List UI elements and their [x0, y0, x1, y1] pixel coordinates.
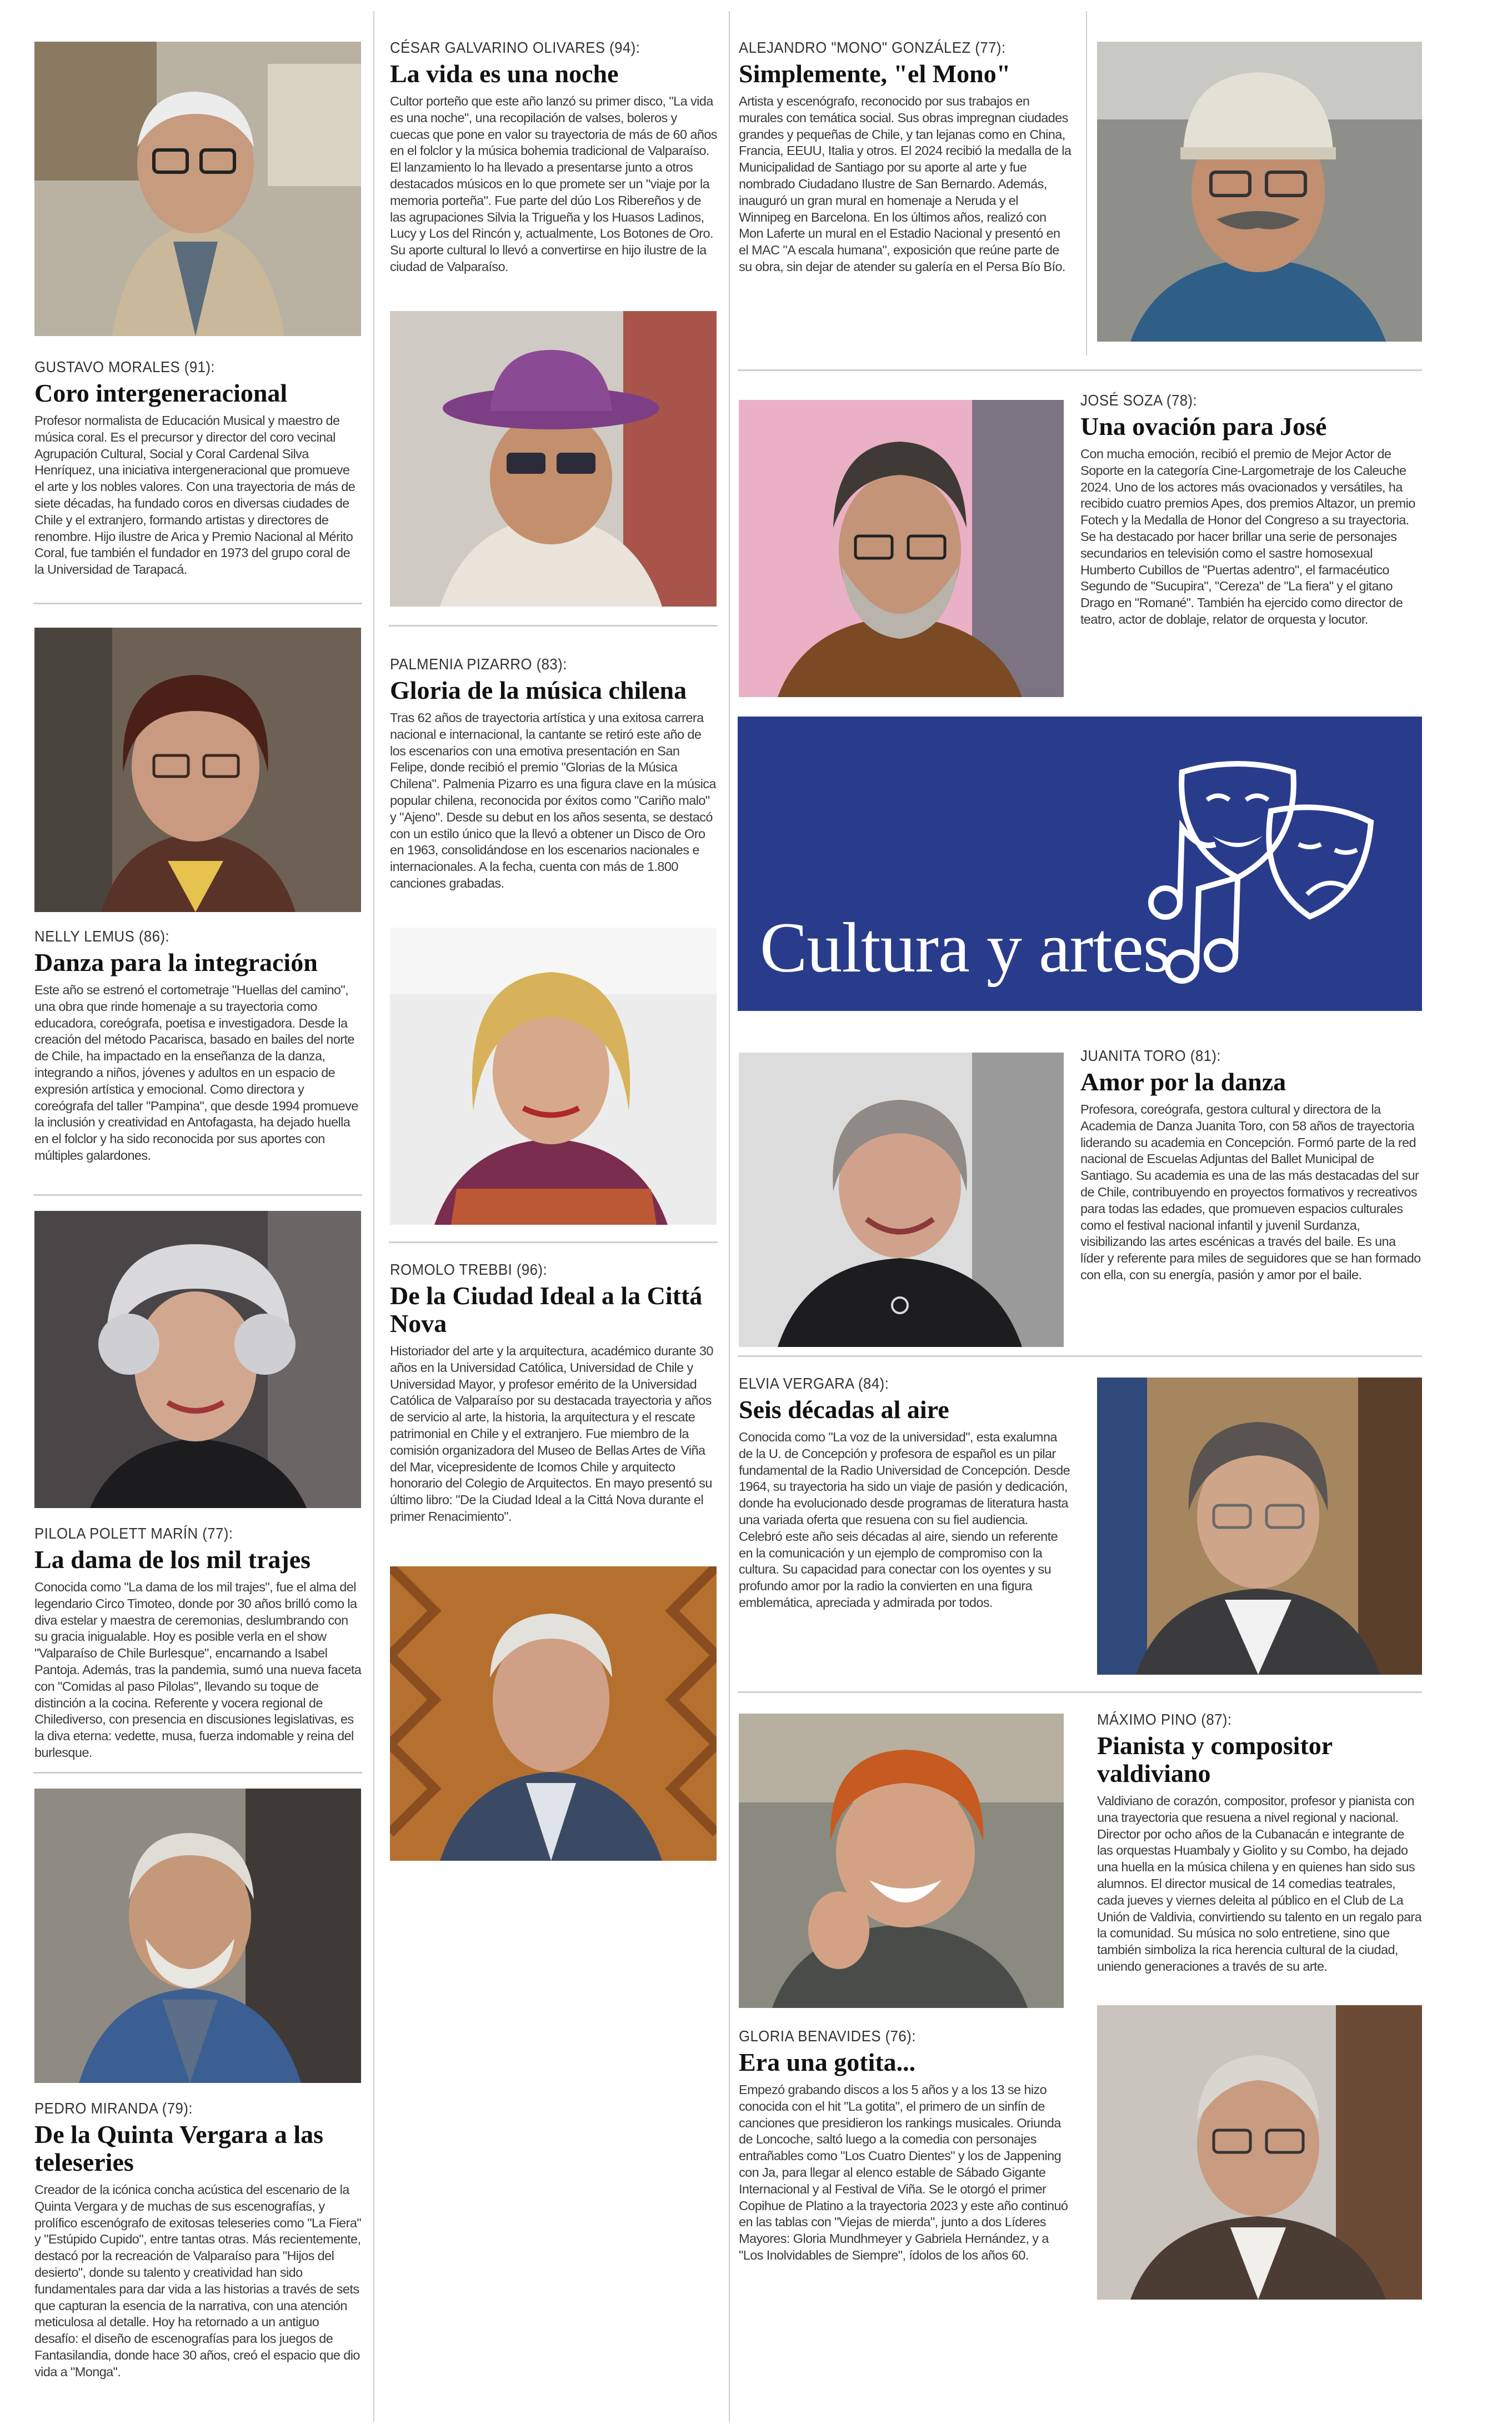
column-rule	[373, 11, 374, 2422]
article-divider	[738, 1355, 1422, 1357]
headline: Una ovación para José	[1080, 412, 1327, 440]
photo-cesar-galvarino-olivares	[390, 311, 717, 607]
photo-pedro-miranda	[34, 1789, 361, 2083]
article-body: Tras 62 años de trayectoria artística y una exitosa carrera nacional e internacional, la cantante se retiró este año de los escenarios con una emotiva presentación en San Felipe, donde recibió el premio "Glorias de la Música Chilena". Palmenia Pizarro es una figura clave en la música popular chilena, reconocida por éxitos como "Cariño malo" y "Ajeno". Desde su debut en los años sesenta, se destacó con un estilo único que la llevó a obtener un Disco de Oro en 1963, consolidándose en los escenarios nacionales e internacionales. A la fecha, cuenta con más de 1.800 canciones grabadas.	[390, 710, 716, 890]
byline: JOSÉ SOZA (78):	[1080, 392, 1198, 409]
article-divider	[738, 1691, 1422, 1693]
article-body: Creador de la icónica concha acústica del escenario de la Quinta Vergara y de muchas de sus escenografías, y prolífico escenógrafo de exitosas teleseries como "La Fiera" y "Estúpido Cupido", entre tantas otras. Más recientemente, destacó por la recreación de Valparaíso para "Hijos del desierto", donde su talento y creatividad han sido fundamentales para dar vida a las historias a través de sets que capturan la esencia de la narrativa, con una atención meticulosa al detalle. Hoy ha retornado a un antiguo desafío: el diseño de escenografías para los juegos de Fantasilandia, donde hace 30 años, creó el espacio que dio vida a "Monga".	[34, 2182, 362, 2379]
photo-palmenia-pizarro	[390, 928, 717, 1225]
article-divider	[33, 1194, 362, 1196]
byline: NELLY LEMUS (86):	[34, 928, 170, 945]
headline: Simplemente, "el Mono"	[739, 59, 1011, 88]
photo-gloria-benavides	[739, 1714, 1064, 2008]
photo-elvia-vergara	[1097, 1378, 1422, 1675]
byline: MÁXIMO PINO (87):	[1097, 1711, 1232, 1728]
photo-pilola-polett	[34, 1211, 361, 1508]
photo-nelly-lemus	[34, 628, 361, 912]
article-divider	[389, 1241, 718, 1243]
byline: ROMOLO TREBBI (96):	[390, 1261, 548, 1278]
headline: Era una gotita...	[739, 2048, 916, 2076]
headline: La dama de los mil trajes	[34, 1545, 311, 1574]
column-rule	[1086, 11, 1087, 355]
headline: Gloria de la música chilena	[390, 676, 687, 704]
article-body: Conocida como "La voz de la universidad", esta exalumna de la U. de Concepción y profesora de español es un pilar fundamental de la Radio Universidad de Concepción. Desde 1964, su trayectoria ha sido un viaje de pasión y dedicación, donde ha evolucionado desde programas de literatura hasta una variada oferta que resuena con su fiel audiencia. Celebró este año seis décadas al aire, siendo un referente en la comunicación y un ejemplo de compromiso con la cultura. Su capacidad para conectar con los oyentes y su profundo amor por la radio la convierten en una figura emblemática, apreciada y admirada por todos.	[739, 1430, 1070, 1610]
article-body: Cultor porteño que este año lanzó su primer disco, "La vida es una noche", una recopilación de valses, boleros y cuecas que pone en valor su trayectoria de más de 60 años en el folclor y la música bohemia tradicional de Valparaíso. El lanzamiento lo ha llevado a presentarse junto a otros destacados músicos en lo que promete ser un "viaje por la memoria porteña". Fue parte del dúo Los Ribereños y de las agrupaciones Silvia la Trigueña y los Huasos Ladinos, Lucy y Los del Rincón y, actualmente, Los Botones de Oro. Su aporte cultural lo llevó a convertirse en hijo ilustre de la ciudad de Valparaíso.	[390, 94, 717, 274]
byline: GUSTAVO MORALES (91):	[34, 358, 216, 375]
article-body: Empezó grabando discos a los 5 años y a los 13 se hizo conocida con el hit "La gotita", el primero de un sinfín de canciones que presidieron los rankings musicales. Oriunda de Loncoche, saltó luego a la comedia con personajes entrañables como "Los Cuatro Dientes" y los de Jappening con Ja, para llegar al elenco estable de Sábado Gigante Internacional y al Festival de Viña. Se le otorgó el primer Copihue de Platino a la trayectoria 2023 y este año continuó en las tablas con "Viejas de mierda", junto a dos Líderes Mayores: Gloria Mundhmeyer y Gabriela Hernández, y a "Los Inolvidables de Siempre", ídolos de los años 60.	[739, 2082, 1068, 2262]
headline: La vida es una noche	[390, 59, 619, 88]
article-divider	[33, 1772, 362, 1774]
photo-gustavo-morales	[34, 42, 361, 336]
photo-romolo-trebbi	[390, 1566, 717, 1861]
headline: De la Quinta Vergara a las teleseries	[34, 2120, 324, 2176]
byline: ALEJANDRO "MONO" GONZÁLEZ (77):	[739, 39, 1006, 56]
section-title: Cultura y artes	[760, 908, 1170, 987]
photo-jose-soza	[739, 400, 1064, 697]
article-body: Este año se estrenó el cortometraje "Huellas del camino", una obra que rinde homenaje a su trayectoria como educadora, coreógrafa, poetisa e investigadora. Desde la creación del método Pacarisca, basado en bailes del norte de Chile, ha impactado en la enseñanza de la danza, integrando a niños, jóvenes y adultos en un espacio de expresión artística y emocional. Como directora y coreógrafa del taller "Pampina", que desde 1994 promueve la inclusión y creatividad en Antofagasta, ha dejado huella en el folclor y ha sido reconocida por sus aportes con múltiples galardones.	[34, 983, 358, 1163]
article-body: Profesor normalista de Educación Musical y maestro de música coral. Es el precursor y director del coro vecinal Agrupación Cultural, Social y Coral Cardenal Silva Henríquez, una iniciativa intergeneracional que promueve el arte y los nobles valores. Con una trayectoria de más de siete décadas, ha fundado coros en diversas ciudades de Chile y el extranjero, formando artistas y directores de renombre. Hijo ilustre de Arica y Premio Nacional al Mérito Coral, fue también el fundador en 1973 del grupo coral de la Universidad de Tarapacá.	[34, 413, 356, 577]
byline: CÉSAR GALVARINO OLIVARES (94):	[390, 39, 640, 56]
column-rule	[729, 11, 730, 2422]
byline: PEDRO MIRANDA (79):	[34, 2100, 193, 2117]
headline: Coro intergeneracional	[34, 379, 288, 407]
article-body: Artista y escenógrafo, reconocido por sus trabajos en murales con temática social. Sus obras impregnan ciudades grandes y pequeñas de Chile, y tan lejanas como en China, Francia, EEUU, Italia y otros. El 2024 recibió la medalla de la Municipalidad de Santiago por su aporte al arte y fue nombrado Ciudadano Ilustre de San Bernardo. Además, inauguró un gran mural en homenaje a Neruda y el Winnipeg en Barcelona. En los últimos años, realizó con Mon Laferte un mural en el Estadio Nacional y presentó en el MAC "A escala humana", exposición que reúne parte de su obra, sin dejar de atender su galería en el Persa Bío Bío.	[739, 94, 1072, 274]
article-divider	[738, 369, 1422, 371]
headline: Amor por la danza	[1080, 1068, 1286, 1096]
article-divider	[389, 625, 718, 627]
byline: JUANITA TORO (81):	[1080, 1047, 1221, 1064]
headline: Pianista y compositor valdiviano	[1097, 1731, 1333, 1787]
article-body: Con mucha emoción, recibió el premio de Mejor Actor de Soporte en la categoría Cine-Largometraje de los Caleuche 2024. Uno de los actores más ovacionados y versátiles, ha recibido cuatro premios Apes, dos premios Altazor, un premio Fotech y la Medalla de Honor del Congreso a su trayectoria. Se ha destacado por hacer brillar una serie de personajes secundarios en televisión como el sastre homosexual Humberto Cubillos de "Puertas adentro", el farmacéutico Segundo de "Sucupira", "Cereza" de "La fiera" y el gitano Drago en "Romané". También ha ejercido como director de teatro, actor de doblaje, relator de orquesta y locutor.	[1080, 447, 1415, 627]
photo-juanita-toro	[739, 1053, 1064, 1347]
article-body: Conocida como "La dama de los mil trajes", fue el alma del legendario Circo Timoteo, donde por 30 años brilló como la diva estelar y maestra de ceremonias, deslumbrando con su gracia inigualable. Hoy es posible verla en el show "Valparaíso de Chile Burlesque", encarnando a Isabel Pantoja. Además, tras la pandemia, sumó una nueva faceta con "Comidas al paso Pilolas", llevando su toque de distinción a la cocina. Referente y vocera regional de Chilediverso, con presencia en discusiones legislativas, es la diva eterna: vedette, musa, fuerza indomable y reina del burlesque.	[34, 1580, 362, 1760]
article-body: Valdiviano de corazón, compositor, profesor y pianista con una trayectoria que resuena a nivel regional y nacional. Director por ocho años de la Cubanacán e integrante de las orquestas Huambaly y Giolito y su Combo, ha dejado una huella en la música chilena y en quienes han sido sus alumnos. El director musical de 14 comedias teatrales, cada jueves y viernes deleita al público en el Club de La Unión de Valdivia, convirtiendo su talento en un regalo para la comunidad. Su música no solo entretiene, sino que también simboliza la rica herencia cultural de la ciudad, uniendo generaciones a través de su arte.	[1097, 1794, 1422, 1974]
byline: ELVIA VERGARA (84):	[739, 1375, 889, 1392]
byline: PALMENIA PIZARRO (83):	[390, 655, 567, 673]
section-banner	[738, 717, 1422, 1011]
article-divider	[33, 603, 362, 604]
photo-alejandro-mono-gonzalez	[1097, 42, 1422, 342]
article-body: Historiador del arte y la arquitectura, académico durante 30 años en la Universidad Católica, Universidad de Chile y Universidad Mayor, y profesor emérito de la Universidad Católica de Valparaíso por su destacada trayectoria y años de servicio al arte, la historia, la arquitectura y el rescate patrimonial en Chile y el extranjero. Fue miembro de la comisión organizadora del Museo de Bellas Artes de Viña del Mar, vicepresidente de Icomos Chile y arquitecto honorario del Colegio de Arquitectos. En mayo presentó su último libro: "De la Ciudad Ideal a la Cittá Nova durante el primer Renacimiento".	[390, 1344, 713, 1524]
headline: Danza para la integración	[34, 948, 318, 976]
article-body: Profesora, coreógrafa, gestora cultural y directora de la Academia de Danza Juanita Toro, con 58 años de trayectoria liderando su academia en Concepción. Formó parte de la red nacional de Escuelas Adjuntas del Ballet Municipal de Santiago. Su academia es una de las más destacadas del sur de Chile, contribuyendo en proyectos formativos y recreativos para todas las edades, que promueven espacios culturales como el festival nacional infantil y juvenil Surdanza, visibilizando las artes escénicas a través del baile. Es una líder y referente para miles de seguidores que se han formado con ella, con su energía, pasión y amor por el baile.	[1080, 1102, 1421, 1282]
headline: Seis décadas al aire	[739, 1395, 949, 1424]
photo-maximo-pino	[1097, 2005, 1422, 2300]
byline: PILOLA POLETT MARÍN (77):	[34, 1525, 233, 1542]
byline: GLORIA BENAVIDES (76):	[739, 2027, 916, 2045]
headline: De la Ciudad Ideal a la Cittá Nova	[390, 1281, 703, 1338]
